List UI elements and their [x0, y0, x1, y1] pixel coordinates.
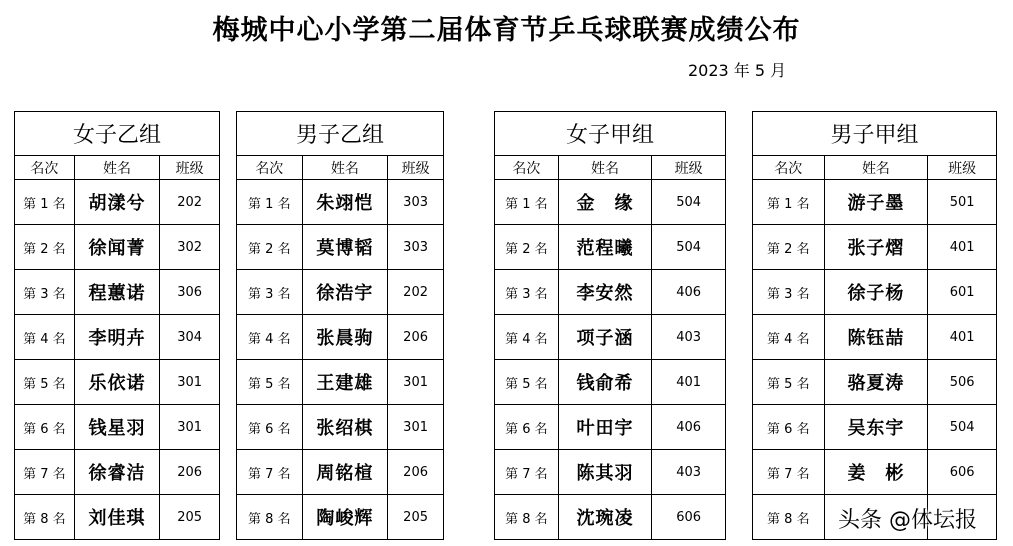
name-cell: 吴东宇: [824, 405, 928, 450]
table-row: [15, 360, 220, 405]
table-row: [237, 225, 444, 270]
table-row: [753, 315, 997, 360]
rank-cell: 第 6 名: [495, 405, 559, 450]
column-header-rank: 名次: [495, 156, 559, 180]
table-row: [237, 315, 444, 360]
rank-cell: 第 7 名: [753, 450, 825, 495]
table-row: [495, 225, 726, 270]
column-header-rank: 名次: [237, 156, 303, 180]
name-cell: 沈琬凌: [558, 495, 652, 540]
table-row: [237, 495, 444, 540]
class-cell: 206: [388, 450, 444, 495]
class-cell: 504: [652, 180, 726, 225]
name-cell: 钱俞希: [558, 360, 652, 405]
class-cell: 401: [928, 315, 997, 360]
table-row: [753, 405, 997, 450]
name-cell: 陈其羽: [558, 450, 652, 495]
column-header-class: 班级: [928, 156, 997, 180]
group-title: 女子甲组: [495, 112, 726, 156]
rank-cell: 第 8 名: [495, 495, 559, 540]
table-row: [495, 495, 726, 540]
rank-cell: 第 1 名: [15, 180, 75, 225]
rank-cell: 第 5 名: [15, 360, 75, 405]
column-header-rank: 名次: [15, 156, 75, 180]
group-table-girls-a: [494, 111, 726, 540]
class-cell: 606: [928, 450, 997, 495]
class-cell: 205: [160, 495, 220, 540]
name-cell: 项子涵: [558, 315, 652, 360]
class-cell: 403: [652, 450, 726, 495]
rank-cell: 第 6 名: [753, 405, 825, 450]
rank-cell: 第 7 名: [495, 450, 559, 495]
rank-cell: 第 7 名: [237, 450, 303, 495]
table-row: [15, 315, 220, 360]
name-cell: 乐依诺: [74, 360, 160, 405]
rank-cell: 第 5 名: [495, 360, 559, 405]
table-row: [753, 450, 997, 495]
group-title: 男子乙组: [237, 112, 444, 156]
rank-cell: 第 5 名: [237, 360, 303, 405]
table-row: [237, 180, 444, 225]
table-body: [753, 180, 997, 540]
class-cell: 506: [928, 360, 997, 405]
name-cell: 李明卉: [74, 315, 160, 360]
name-cell: 李安然: [558, 270, 652, 315]
rank-cell: 第 8 名: [753, 495, 825, 540]
name-cell: 范程曦: [558, 225, 652, 270]
column-header-rank: 名次: [753, 156, 825, 180]
name-cell: 徐睿洁: [74, 450, 160, 495]
class-cell: 504: [652, 225, 726, 270]
rank-cell: 第 1 名: [237, 180, 303, 225]
rank-cell: 第 4 名: [237, 315, 303, 360]
table-row: [753, 270, 997, 315]
table-row: [495, 450, 726, 495]
name-cell: 姜 彬: [824, 450, 928, 495]
rank-cell: 第 3 名: [15, 270, 75, 315]
table-body: [15, 180, 220, 540]
name-cell: 莫博韬: [302, 225, 388, 270]
name-cell: 王建雄: [302, 360, 388, 405]
name-cell: 胡漾兮: [74, 180, 160, 225]
column-header-name: 姓名: [74, 156, 160, 180]
rank-cell: 第 4 名: [753, 315, 825, 360]
rank-cell: 第 2 名: [495, 225, 559, 270]
column-header-name: 姓名: [824, 156, 928, 180]
name-cell: 叶田宇: [558, 405, 652, 450]
rank-cell: 第 6 名: [15, 405, 75, 450]
table-row: [237, 450, 444, 495]
group-table-boys-b: [236, 111, 444, 540]
class-cell: 301: [160, 360, 220, 405]
name-cell: 骆夏涛: [824, 360, 928, 405]
table-row: [15, 180, 220, 225]
rank-cell: 第 1 名: [495, 180, 559, 225]
class-cell: 301: [160, 405, 220, 450]
class-cell: 606: [652, 495, 726, 540]
column-header-name: 姓名: [302, 156, 388, 180]
name-cell: 张晨驹: [302, 315, 388, 360]
rank-cell: 第 8 名: [15, 495, 75, 540]
class-cell: 206: [388, 315, 444, 360]
class-cell: 303: [388, 180, 444, 225]
publish-date: 2023 年 5 月: [688, 61, 787, 80]
group-title: 男子甲组: [753, 112, 997, 156]
class-cell: 202: [160, 180, 220, 225]
class-cell: 401: [928, 225, 997, 270]
class-cell: 601: [928, 270, 997, 315]
column-header-name: 姓名: [558, 156, 652, 180]
class-cell: 206: [160, 450, 220, 495]
rank-cell: 第 2 名: [237, 225, 303, 270]
table-row: [495, 270, 726, 315]
class-cell: 301: [388, 405, 444, 450]
name-cell: 刘佳琪: [74, 495, 160, 540]
class-cell: 406: [652, 405, 726, 450]
name-cell: 游子墨: [824, 180, 928, 225]
table-row: [15, 495, 220, 540]
table-row: [15, 405, 220, 450]
name-cell: 金 缘: [558, 180, 652, 225]
rank-cell: 第 2 名: [753, 225, 825, 270]
rank-cell: 第 4 名: [15, 315, 75, 360]
table-body: [495, 180, 726, 540]
name-cell: 徐闻菁: [74, 225, 160, 270]
watermark: 头条 @体坛报: [838, 508, 977, 533]
table-row: [237, 405, 444, 450]
class-cell: 202: [388, 270, 444, 315]
class-cell: 406: [652, 270, 726, 315]
group-title: 女子乙组: [15, 112, 220, 156]
rank-cell: 第 4 名: [495, 315, 559, 360]
table-row: [15, 450, 220, 495]
rank-cell: 第 5 名: [753, 360, 825, 405]
name-cell: 钱星羽: [74, 405, 160, 450]
rank-cell: 第 8 名: [237, 495, 303, 540]
class-cell: 302: [160, 225, 220, 270]
class-cell: 304: [160, 315, 220, 360]
name-cell: 程蕙诺: [74, 270, 160, 315]
name-cell: 徐子杨: [824, 270, 928, 315]
class-cell: 303: [388, 225, 444, 270]
group-table-girls-b: [14, 111, 220, 540]
table-row: [495, 360, 726, 405]
class-cell: 205: [388, 495, 444, 540]
class-cell: 403: [652, 315, 726, 360]
name-cell: 徐浩宇: [302, 270, 388, 315]
rank-cell: 第 1 名: [753, 180, 825, 225]
name-cell: 陶峻辉: [302, 495, 388, 540]
class-cell: 504: [928, 405, 997, 450]
column-header-class: 班级: [160, 156, 220, 180]
table-row: [495, 315, 726, 360]
table-row: [495, 405, 726, 450]
table-body: [237, 180, 444, 540]
class-cell: 301: [388, 360, 444, 405]
name-cell: 朱翊恺: [302, 180, 388, 225]
group-table-boys-a: [752, 111, 997, 540]
table-row: [237, 270, 444, 315]
rank-cell: 第 3 名: [495, 270, 559, 315]
page-title: 梅城中心小学第二届体育节乒乓球联赛成绩公布: [212, 15, 801, 46]
table-row: [753, 180, 997, 225]
rank-cell: 第 3 名: [237, 270, 303, 315]
table-row: [753, 225, 997, 270]
name-cell: 张子熠: [824, 225, 928, 270]
class-cell: 306: [160, 270, 220, 315]
name-cell: 周铭楦: [302, 450, 388, 495]
rank-cell: 第 3 名: [753, 270, 825, 315]
table-row: [237, 360, 444, 405]
class-cell: 401: [652, 360, 726, 405]
table-row: [495, 180, 726, 225]
rank-cell: 第 6 名: [237, 405, 303, 450]
name-cell: 陈钰喆: [824, 315, 928, 360]
table-row: [753, 360, 997, 405]
rank-cell: 第 7 名: [15, 450, 75, 495]
name-cell: 张绍棋: [302, 405, 388, 450]
table-row: [15, 225, 220, 270]
class-cell: 501: [928, 180, 997, 225]
table-row: [15, 270, 220, 315]
column-header-class: 班级: [388, 156, 444, 180]
column-header-class: 班级: [652, 156, 726, 180]
rank-cell: 第 2 名: [15, 225, 75, 270]
